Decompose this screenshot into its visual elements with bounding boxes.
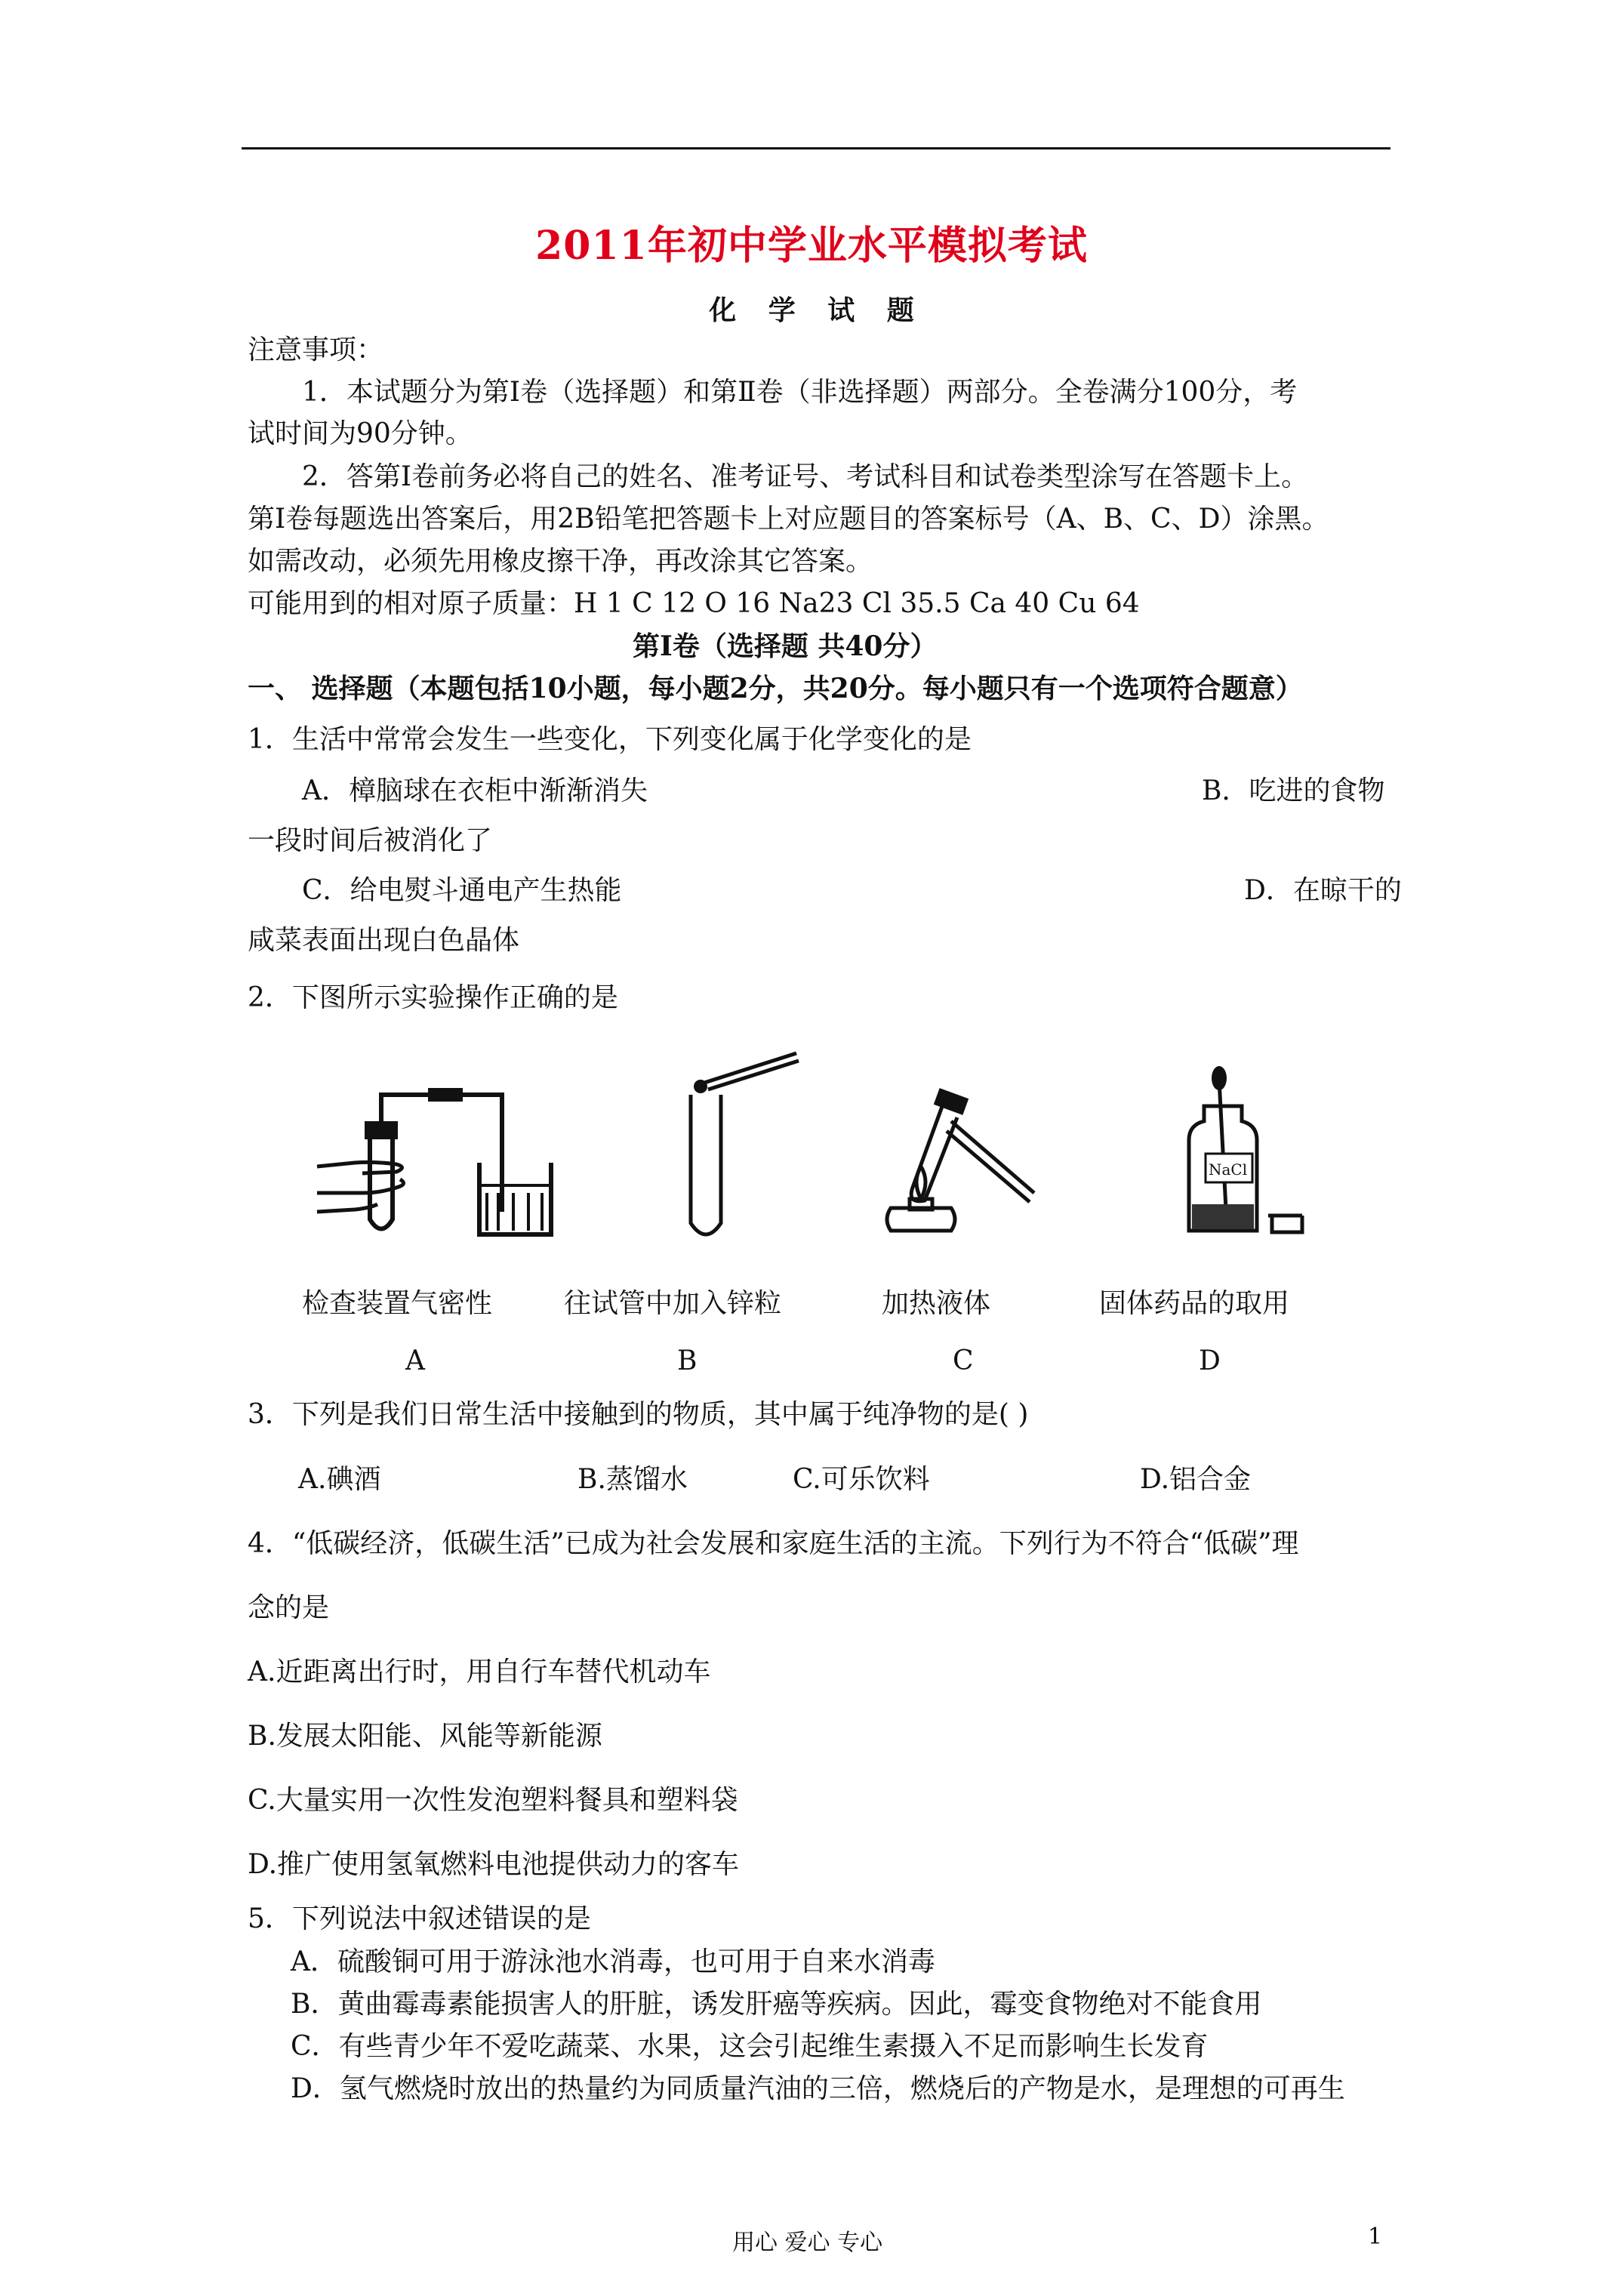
q3-option-d: D.铝合金	[1140, 1464, 1252, 1495]
figure-b-caption: 往试管中加入锌粒	[564, 1288, 782, 1319]
figure-c-letter: C	[953, 1345, 974, 1376]
page-number: 1	[1368, 2224, 1383, 2250]
exam-subtitle: 化 学 试 题	[709, 294, 914, 326]
q4-option-b: B.发展太阳能、风能等新能源	[248, 1721, 602, 1752]
q2-stem: 2．下图所示实验操作正确的是	[248, 982, 618, 1013]
notes-item1-line1: 1．本试题分为第Ⅰ卷（选择题）和第Ⅱ卷（非选择题）两部分。全卷满分100分，考	[302, 377, 1298, 408]
q5-stem: 5．下列说法中叙述错误的是	[248, 1903, 591, 1934]
q1-option-a: A．樟脑球在衣柜中渐渐消失	[302, 775, 648, 806]
q5-option-b: B．黄曲霉毒素能损害人的肝脏，诱发肝癌等疾病。因此，霉变食物绝对不能食用	[291, 1989, 1262, 2020]
q1-option-b-cont: 一段时间后被消化了	[248, 825, 493, 856]
q1-option-c: C．给电熨斗通电产生热能	[302, 875, 622, 906]
q4-stem-line1: 4．“低碳经济，低碳生活”已成为社会发展和家庭生活的主流。下列行为不符合“低碳”理	[248, 1528, 1299, 1559]
section-heading: 一、 选择题（本题包括10小题，每小题2分，共20分。每小题只有一个选项符合题意）	[248, 673, 1303, 704]
notes-item2-line3: 如需改动，必须先用橡皮擦干净，再改涂其它答案。	[248, 546, 873, 577]
q5-option-a: A．硫酸铜可用于游泳池水消毒，也可用于自来水消毒	[291, 1946, 935, 1977]
figure-d-solid-reagent	[1166, 1065, 1302, 1242]
figure-c-caption: 加热液体	[882, 1288, 991, 1319]
notes-item1-line2: 试时间为90分钟。	[248, 418, 473, 449]
figure-c-heat-liquid	[868, 1080, 1042, 1246]
q4-stem-line2: 念的是	[248, 1592, 330, 1623]
q1-option-d-cont: 咸菜表面出现白色晶体	[248, 925, 520, 956]
q1-option-b: B．吃进的食物	[1202, 775, 1385, 806]
exam-title: 2011年初中学业水平模拟考试	[535, 223, 1088, 269]
q5-option-c: C．有些青少年不爱吃蔬菜、水果，这会引起维生素摄入不足而影响生长发育	[291, 2031, 1209, 2062]
figure-d-letter: D	[1199, 1345, 1221, 1376]
header-rule	[242, 147, 1390, 149]
atomic-mass-line: 可能用到的相对原子质量：H 1 C 12 O 16 Na23 Cl 35.5 Ca 40 Cu 64	[248, 588, 1140, 619]
notes-heading: 注意事项：	[248, 334, 384, 365]
figure-b-add-zinc	[672, 1053, 800, 1246]
q4-option-d: D.推广使用氢氧燃料电池提供动力的客车	[248, 1849, 740, 1880]
q1-stem: 1．生活中常常会发生一些变化，下列变化属于化学变化的是	[248, 724, 972, 755]
part1-heading: 第Ⅰ卷（选择题 共40分）	[633, 630, 938, 662]
q1-option-d: D．在晾干的	[1244, 875, 1402, 906]
nacl-label: NaCl	[1209, 1160, 1248, 1179]
figure-a-caption: 检查装置气密性	[302, 1288, 493, 1319]
q5-option-d: D．氢气燃烧时放出的热量约为同质量汽油的三倍，燃烧后的产物是水，是理想的可再生	[291, 2073, 1345, 2104]
q3-option-a: A.碘酒	[298, 1464, 381, 1495]
figure-d-caption: 固体药品的取用	[1099, 1288, 1290, 1319]
figure-a-letter: A	[405, 1345, 425, 1376]
q3-option-b: B.蒸馏水	[577, 1464, 688, 1495]
q3-stem: 3．下列是我们日常生活中接触到的物质，其中属于纯净物的是( )	[248, 1399, 1029, 1430]
footer-motto: 用心 爱心 专心	[732, 2230, 883, 2256]
notes-item2-line1: 2．答第Ⅰ卷前务必将自己的姓名、准考证号、考试科目和试卷类型涂写在答题卡上。	[302, 461, 1309, 492]
figure-a-airtightness	[310, 1080, 559, 1246]
notes-item2-line2: 第Ⅰ卷每题选出答案后，用2B铅笔把答题卡上对应题目的答案标号（A、B、C、D）涂黑。	[248, 504, 1329, 535]
q3-option-c: C.可乐饮料	[793, 1464, 930, 1495]
q4-option-a: A.近距离出行时，用自行车替代机动车	[248, 1657, 711, 1687]
figure-b-letter: B	[677, 1345, 698, 1376]
q4-option-c: C.大量实用一次性发泡塑料餐具和塑料袋	[248, 1785, 738, 1816]
